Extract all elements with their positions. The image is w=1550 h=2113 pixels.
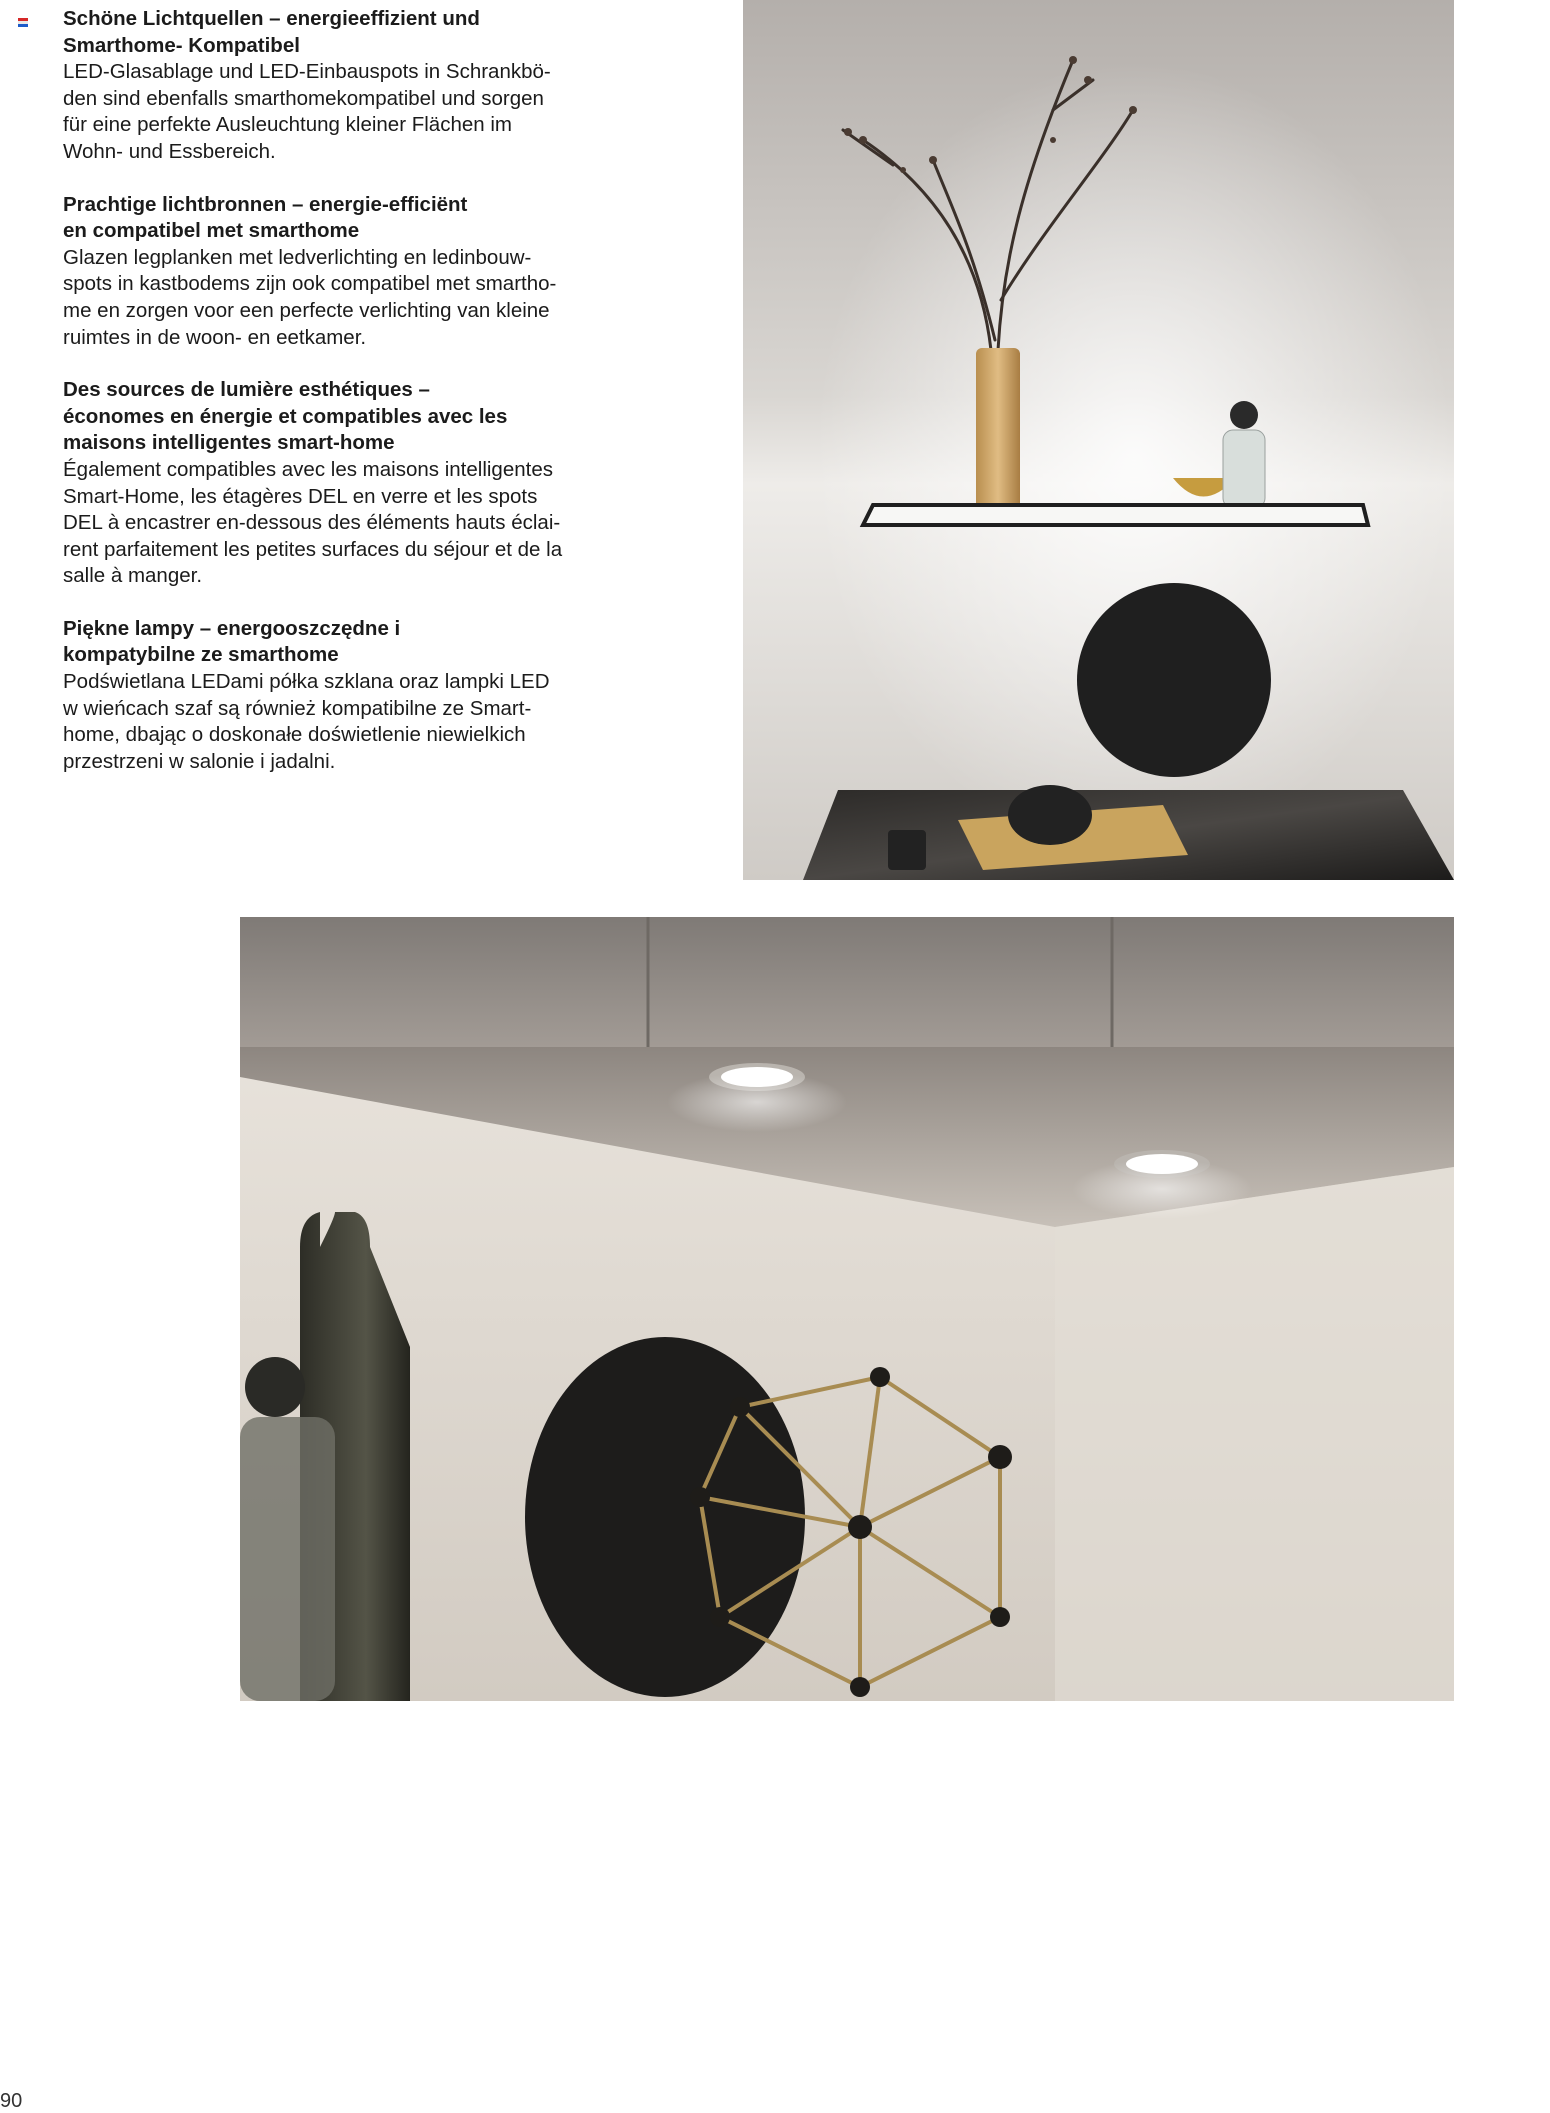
section-body: LED-Glasablage und LED-Einbauspots in Schrankbö- den sind ebenfalls smarthomekompatibel und sorgen für eine perfekte Ausleuchtung kleiner Flächen im Wohn- und Essbereich.	[63, 60, 551, 163]
section-heading: Prachtige lichtbronnen – energie-efficiënt en compatibel met smarthome	[63, 192, 468, 243]
photo-led-glass-shelf	[743, 0, 1454, 880]
section-heading: Des sources de lumière esthétiques – économes en énergie et compatibles avec les maisons intelligentes smart-home	[63, 378, 508, 455]
section-french	[63, 377, 583, 590]
section-dutch	[63, 192, 583, 352]
text-column	[63, 6, 583, 801]
page-number: 90	[0, 2090, 23, 2112]
section-german	[63, 6, 583, 166]
section-polish	[63, 616, 583, 776]
section-heading: Schöne Lichtquellen – energieeffizient und Smarthome- Kompatibel	[63, 7, 480, 57]
section-body: Également compatibles avec les maisons intelligentes Smart-Home, les étagères DEL en verre et les spots DEL à encastrer en-dessous des éléments hauts éclai- rent parfaitement les petites surfaces du séjour et de la salle à manger.	[63, 457, 563, 588]
section-heading: Piękne lampy – energooszczędne i kompatybilne ze smarthome	[63, 616, 401, 667]
section-body: Glazen legplanken met ledverlichting en ledinbouw- spots in kastbodems zijn ook compatibel met smartho- me en zorgen voor een perfecte verlichting van kleine ruimtes in de woon- en eetkamer.	[63, 245, 557, 349]
section-body: Podświetlana LEDami półka szklana oraz lampki LED w wieńcach szaf są również kompatibilne ze Smart- home, dbając o doskonałe doświetlenie niewielkich przestrzeni w salonie i jadalni.	[63, 670, 550, 773]
photo-led-recessed-spots	[240, 917, 1454, 1701]
language-flags-icon	[18, 18, 28, 27]
